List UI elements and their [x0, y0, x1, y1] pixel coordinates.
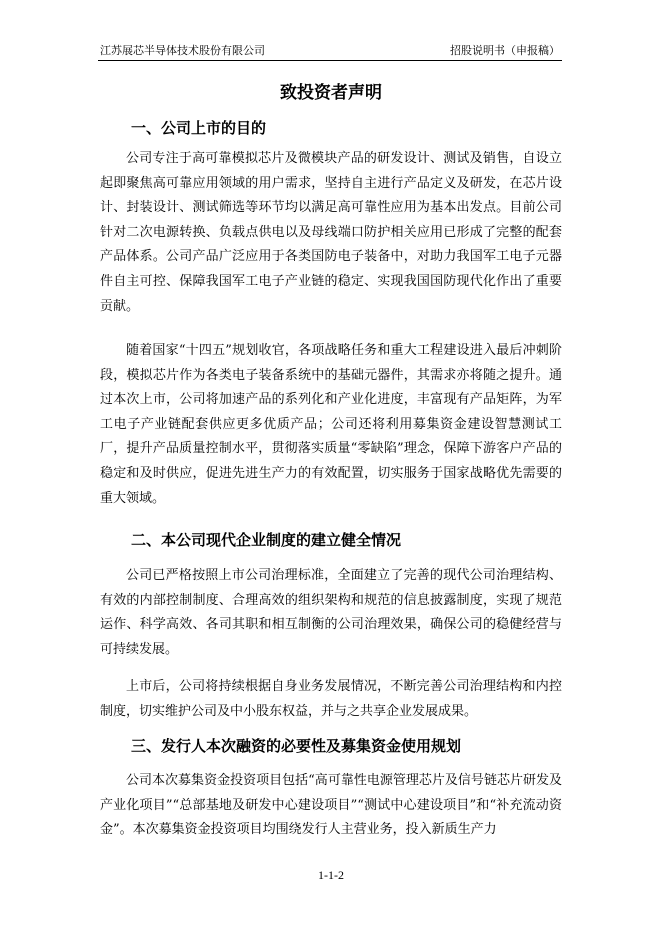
- section-heading-1: 一、公司上市的目的: [131, 119, 267, 137]
- header-company-name: 江苏展芯半导体技术股份有限公司: [100, 44, 265, 57]
- section-heading-2: 二、本公司现代企业制度的建立健全情况: [131, 531, 402, 549]
- section-2-paragraph-2: 上市后，公司将持续根据自身业务发展情况，不断完善公司治理结构和内控制度，切实维护公司及中小股东权益，并与之共享企业发展成果。: [100, 679, 562, 719]
- page-number: 1-1-2: [318, 868, 344, 882]
- section-heading-3: 三、发行人本次融资的必要性及募集资金使用规划: [131, 737, 462, 755]
- page-title: 致投资者声明: [280, 83, 382, 103]
- section-2-paragraph-1: 公司已严格按照上市公司治理标准，全面建立了完善的现代公司治理结构、有效的内部控制制度、合理高效的组织架构和规范的信息披露制度，实现了规范运作、科学高效、各司其职和相互制衡的公司治理效果，确保公司的稳健经营与可持续发展。: [100, 568, 562, 657]
- section-1-paragraph-2: 随着国家“十四五”规划收官，各项战略任务和重大工程建设进入最后冲刺阶段，模拟芯片作为各类电子装备系统中的基础元器件，其需求亦将随之提升。通过本次上市，公司将加速产品的系列化和产业化进度，丰富现有产品矩阵，为军工电子产业链配套供应更多优质产品；公司还将利用募集资金建设智慧测试工厂，提升产品质量控制水平，贯彻落实质量“零缺陷”理念，保障下游客户产品的稳定和及时供应，促进先进生产力的有效配置，切实服务于国家战略优先需要的重大领域。: [100, 343, 562, 506]
- section-1-paragraph-1: 公司专注于高可靠模拟芯片及微模块产品的研发设计、测试及销售，自设立起即聚焦高可靠应用领域的用户需求，坚持自主进行产品定义及研发，在芯片设计、封装设计、测试筛选等环节均以满足高可靠性应用为基本出发点。目前公司针对二次电源转换、负载点供电以及母线端口防护相关应用已形成了完整的配套产品体系。公司产品广泛应用于各类国防电子装备中，对助力我国军工电子元器件自主可控、保障我国军工电子产业链的稳定、实现我国国防现代化作出了重要贡献。: [100, 151, 562, 314]
- header-document-type: 招股说明书（申报稿）: [450, 44, 560, 57]
- section-3-paragraph-1: 公司本次募集资金投资项目包括“高可靠性电源管理芯片及信号链芯片研发及产业化项目”“总部基地及研发中心建设项目”“测试中心建设项目”和“补充流动资金”。本次募集资金投资项目均围绕发行人主营业务，投入新质生产力: [100, 773, 562, 838]
- header-divider: [98, 60, 562, 61]
